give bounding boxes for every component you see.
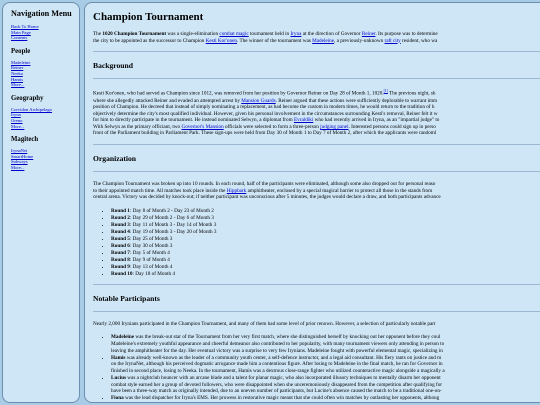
intro-paragraph xyxy=(93,31,540,44)
list-item xyxy=(111,355,540,375)
intro-text: . Its purpose was to determine xyxy=(375,31,438,37)
nav-link-reiner[interactable]: Reiner xyxy=(11,65,24,71)
sidebar-heading-geography: Geography xyxy=(11,94,44,102)
round-dates: : Day 25 of Month 3 xyxy=(129,235,173,242)
round-label: Round 9 xyxy=(111,263,130,270)
background-text: for him to directly participate in the tournament. He instead nominated Selwyn, a diplomat from xyxy=(93,117,294,124)
link-governors-mansion[interactable]: Governor's Mansion xyxy=(181,123,224,130)
round-label: Round 1 xyxy=(111,207,130,214)
round-dates: : Day 9 of Month 4 xyxy=(129,256,170,263)
intro-text: resident, who wa xyxy=(400,37,438,44)
background-text: where she allegedly attacked Reiner and evaded an attempted arrest by xyxy=(93,97,242,104)
round-dates: : Day 13 of Month 4 xyxy=(129,263,173,270)
intro-bold-title: 1020 Champion Tournament xyxy=(102,31,167,37)
list-item xyxy=(111,229,540,236)
list-item xyxy=(111,215,540,222)
round-label: Round 7 xyxy=(111,249,130,256)
list-item xyxy=(111,271,540,278)
round-label: Round 2 xyxy=(111,214,130,221)
nav-link-main-page[interactable]: Main Page xyxy=(11,29,31,35)
participants-intro: Nearly 2,000 Irynians participated in the Champion Tournament, and many of them had some level of prior renown. However, a selection of particularly notable part xyxy=(93,320,436,327)
link-combat-magic[interactable]: combat magic xyxy=(219,31,249,37)
section-divider xyxy=(93,284,540,285)
participant-text: was the break-out star of the Tournament from her very first match, where she distinguished herself by knocking out her opponent before they coul xyxy=(134,334,441,341)
background-text: With Selwyn as the primary officiant, two xyxy=(93,123,182,130)
link-reiner[interactable]: Reiner xyxy=(361,31,376,37)
participant-text: finished in second place, losing to Neeka. In the tournament, Hamis was a dextrous close-range fighter who utilized counteractive magic alongside a magically a xyxy=(111,367,445,374)
background-text: The previous night, sh xyxy=(387,90,436,97)
round-label: Round 8 xyxy=(111,256,130,263)
intro-text: was a single-elimination xyxy=(166,31,220,37)
round-label: Round 5 xyxy=(111,235,130,242)
link-iryna[interactable]: Iryna xyxy=(290,31,302,37)
background-text: position of Champion. He decreed that instead of simply nominating a replacement, as had become the custom in modern times, he would return to the tradition of h xyxy=(93,104,435,111)
nav-link-irynanet[interactable]: IrynaNet xyxy=(11,148,28,154)
participant-text: was already well-known as the leader of a community youth center, a self-defence instructor, and a legal aid consultant. His fiery rants on justice and m xyxy=(125,354,442,361)
list-item xyxy=(111,236,540,243)
sidebar-heading-magitech: Magitech xyxy=(11,136,39,144)
background-text: Kesti Kor'onen, who had served as Champion since 1012, was removed from her position by Governor Reiner on Day 28 of Month 1, 1020. xyxy=(93,90,384,97)
background-text: objectively determine the city's most qualified individual. However, given his personal involvement in the circumstances surrounding Kesti's removal, Reiner felt it w xyxy=(93,110,438,117)
link-judging-panel[interactable]: judging panel xyxy=(320,123,349,130)
nav-link-neeka[interactable]: Neeka xyxy=(11,70,23,76)
list-item xyxy=(111,334,540,354)
participant-name: Hamis xyxy=(111,354,126,361)
list-item xyxy=(111,264,540,271)
background-text: officials were selected to form a three-person xyxy=(223,123,321,130)
section-heading-background: Background xyxy=(93,61,133,71)
rounds-list xyxy=(93,208,540,278)
participant-text: have been a three-way match as originally intended, due to an uneven number of participants, but Lucine's absence caused the match to be a traditional one-on- xyxy=(111,388,442,395)
link-kesti-koronen[interactable]: Kesti Kor'onen xyxy=(205,37,238,44)
section-divider xyxy=(93,171,540,172)
round-dates: : Day 8 of Month 2 - Day 23 of Month 2 xyxy=(129,207,214,214)
participant-text: on the IrynaNet, although his perceived dogmatic arrogance made him a contentious figure. After losing to Madeleine in the final match, he ran for Governor in xyxy=(111,361,443,368)
article-panel xyxy=(84,2,540,403)
round-dates: : Day 30 of Month 3 xyxy=(129,242,173,249)
intro-text: . The winner of the tournament was xyxy=(237,37,313,44)
section-divider xyxy=(93,311,540,312)
participant-name: Lucius xyxy=(111,375,126,382)
section-divider xyxy=(93,51,540,52)
sidebar-title: Navigation Menu xyxy=(11,9,72,18)
round-label: Round 4 xyxy=(111,228,130,235)
participant-text: Madeleine's extremely youthful appearance and cheerful demeanor also contributed to her popularity, with many tournament viewers only attending in person to xyxy=(111,341,445,348)
list-item xyxy=(111,395,540,402)
list-item xyxy=(111,222,540,229)
list-item xyxy=(111,375,540,395)
participants-list xyxy=(93,334,540,401)
nav-link-iryna[interactable]: Iryna xyxy=(11,112,21,118)
participant-text: was a nightclub bouncer with an arcane blade and a talent for planar magic, who also incorporated illusory techniques to mentally disarm her opponent xyxy=(126,375,441,382)
link-evraldiki[interactable]: Evraldiki xyxy=(293,117,314,124)
list-item xyxy=(111,243,540,250)
link-raft-city[interactable]: raft city xyxy=(384,37,401,44)
nav-link-back-home[interactable]: Back To Home xyxy=(11,24,39,29)
round-dates: : Day 18 of Month 4 xyxy=(132,270,175,277)
round-label: Round 10 xyxy=(111,270,133,277)
background-text: front of the Parliament building in Parliament Park. These sign-ups were held from Day 30 of Month 1 to Day 7 of Month 2, after which the applicants were randoml xyxy=(93,130,437,137)
intro-text: tournament held in xyxy=(248,31,291,37)
page-title: Champion Tournament xyxy=(93,11,204,23)
list-item xyxy=(111,250,540,257)
round-dates: : Day 19 of Month 3 - Day 20 of Month 3 xyxy=(129,228,217,235)
background-paragraph xyxy=(93,88,540,137)
link-hippbark[interactable]: Hippbark xyxy=(226,187,247,194)
navigation-sidebar xyxy=(2,2,80,403)
intro-text: , a previously-unknown xyxy=(334,37,385,44)
section-heading-participants: Notable Participants xyxy=(93,293,160,303)
round-label: Round 6 xyxy=(111,242,130,249)
nav-link-subways[interactable]: Subways xyxy=(11,159,28,165)
nav-link-oreno[interactable]: Oreno xyxy=(11,117,23,123)
reference-link-1[interactable]: [1] xyxy=(383,89,388,94)
round-dates: : Day 29 of Month 2 - Day 6 of Month 3 xyxy=(129,214,214,221)
background-text: . Reiner argued that these actions were sufficiently deplorable to warrant imm xyxy=(275,97,438,104)
participant-text: was the lead dispatcher for Iryna's EMS. Her prowess in restorative magic meant that she could often win matches by outlasting her opponents, althoug xyxy=(123,395,440,402)
intro-text: The xyxy=(93,31,103,37)
nav-link-contents[interactable]: Contents xyxy=(11,35,28,41)
round-dates: : Day 11 of Month 3 - Day 14 of Month 3 xyxy=(129,221,217,228)
list-item xyxy=(111,208,540,215)
section-heading-organization: Organization xyxy=(93,154,137,164)
link-madeleine[interactable]: Madeleine xyxy=(312,37,335,44)
organization-text: central arena. Victory was decided by knock-out; if neither participant was unconscious after 5 minutes, the judges would declare a draw, and both participants advance xyxy=(93,194,441,201)
round-dates: : Day 5 of Month 4 xyxy=(129,249,170,256)
round-label: Round 3 xyxy=(111,221,130,228)
nav-link-hamis[interactable]: Hamis xyxy=(11,76,23,82)
nav-link-corvidon[interactable]: Corvidon Archipelago xyxy=(11,106,52,112)
nav-link-smarthome[interactable]: SmartHome xyxy=(11,153,34,159)
participant-name: Madeleine xyxy=(111,334,135,341)
intro-text: the city to be appointed as the successor to Champion xyxy=(93,37,206,44)
participant-text: combat style earned her a group of devoted followers, who were disappointed when she unceremoniously disappeared from the competition after qualifying for xyxy=(111,381,443,388)
section-divider xyxy=(93,78,540,79)
organization-text: The Champion Tournament was broken up into 10 rounds. In each round, half of the participants were eliminated, although some also dropped out for personal reaso xyxy=(93,181,436,188)
list-item xyxy=(111,257,540,264)
participant-name: Fiona xyxy=(111,395,124,402)
organization-text: amphitheater, enclosed by a special magical barrier to protect all those in the stands from xyxy=(246,187,433,194)
nav-link-madeleine[interactable]: Madeleine xyxy=(11,59,31,65)
background-text: who had recently arrived in Iryna, as an "impartial judge" to xyxy=(313,117,440,124)
organization-text: to their appointed match time. All matches took place inside the xyxy=(93,187,227,194)
section-divider xyxy=(93,144,540,145)
participant-text: leaving the amphitheater for the day. Her eventual victory was a surprise to very few Irynians. Madeleine fought with powerful elemental magic, specializing in xyxy=(111,347,443,354)
background-text: . Interested persons could sign up in perso xyxy=(348,123,436,130)
sidebar-heading-people: People xyxy=(11,47,31,55)
nav-link-magitech-more[interactable]: More... xyxy=(11,164,25,170)
intro-text: at the direction of Governor xyxy=(301,31,362,37)
organization-paragraph xyxy=(93,181,540,201)
link-mansion-guards[interactable]: Mansion Guards xyxy=(241,97,276,104)
nav-link-people-more[interactable]: More... xyxy=(11,82,25,88)
nav-link-geo-more[interactable]: More... xyxy=(11,123,25,129)
